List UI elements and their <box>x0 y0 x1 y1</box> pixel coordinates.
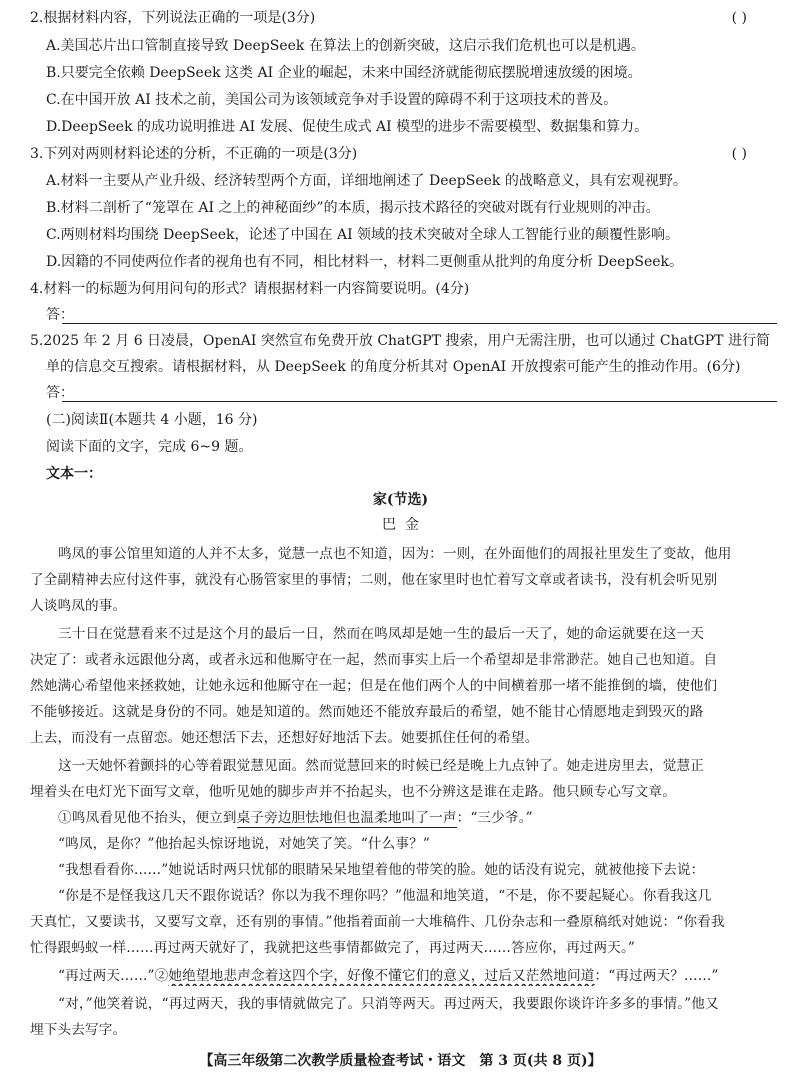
marked-pre: “再过两天……”② <box>58 968 169 984</box>
article-line: 天真忙，又要读书，又要写文章，还有别的事情。”他指着面前一大堆稿件、几份杂志和一叠原稿纸对她说：“你看我 <box>30 914 725 930</box>
q5-answer-line[interactable] <box>62 401 777 402</box>
q4-stem: 4.材料一的标题为何用问句的形式？请根据材料一内容简要说明。(4分) <box>30 281 470 297</box>
article-line: 忙得跟蚂蚁一样……再过两天就好了，我就把这些事情都做完了，再过两天……答应你，再过两天。” <box>30 940 636 956</box>
section-heading: (二)阅读Ⅱ(本题共 4 小题，16 分) <box>46 412 258 428</box>
article-line: 了全副精神去应付这件事，就没有心肠管家里的事情；二则，他在家里时也忙着写文章或者读书，没有机会听见别 <box>30 572 718 588</box>
q5-stem-line-1: 5.2025 年 2 月 6 日凌晨，OpenAI 突然宣布免费开放 ChatGPT 搜索，用户无需注册，也可以通过 ChatGPT 进行简 <box>30 333 770 349</box>
article-title: 家(节选) <box>372 492 429 508</box>
article-line: 决定了：或者永远跟他分离，或者永远和他厮守在一起，然而事实上后一个希望却是非常渺茫。她自己也知道。自 <box>30 652 718 668</box>
article-line: 鸣凤的事公馆里知道的人并不太多，觉慧一点也不知道，因为：一则，在外面他们的周报社里发生了变故，他用 <box>58 546 732 562</box>
marked-post: ：“再过两天？……” <box>594 968 719 984</box>
q3-option-a: A.材料一主要从产业升级、经济转型两个方面，详细地阐述了 DeepSeek 的战略意义，具有宏观视野。 <box>46 173 687 189</box>
q5-stem-line-2: 单的信息交互搜索。请根据材料，从 DeepSeek 的角度分析其对 OpenAI 开放搜索可能产生的推动作用。(6分) <box>46 359 741 375</box>
article-line: 上去，而没有一点留恋。她还想活下去，还想好好地活下去。她要抓住任何的希望。 <box>30 730 539 746</box>
marked-post: ：“三少爷。” <box>456 810 533 826</box>
underlined-sentence-2: 她绝望地悲声念着这四个字，好像不懂它们的意义，过后又茫然地问道 <box>168 968 595 984</box>
article-line: 这一天她怀着颤抖的心等着跟觉慧见面。然而觉慧回来的时候已经是晚上九点钟了。她走进房里去，觉慧正 <box>58 758 704 774</box>
article-line: 埋下头去写字。 <box>30 1022 127 1038</box>
page-footer: 【高三年级第二次教学质量检查考试・语文 第 3 页(共 8 页)】 <box>199 1053 602 1069</box>
article-line: 人谈鸣凤的事。 <box>30 598 127 614</box>
underlined-sentence-1: 桌子旁边胆怯地但也温柔地叫了一声 <box>236 810 457 826</box>
article-line: 埋着头在电灯光下面写文章，他听见她的脚步声并不抬起头，也不分辨这是谁在走路。他只顾专心写文章。 <box>30 784 676 800</box>
article-line: 三十日在觉慧看来不过是这个月的最后一日，然而在鸣凤却是她一生的最后一天了，她的命运就要在这一天 <box>58 626 704 642</box>
marked-pre: ①鸣凤看见他不抬头，便立到 <box>58 810 237 826</box>
article-line: 然她满心希望他来拯救她，让她永远和他厮守在一起；但是在他们两个人的中间横着那一堵不能推倒的墙，使他们 <box>30 678 718 694</box>
q2-option-a: A.美国芯片出口管制直接导致 DeepSeek 在算法上的创新突破，这启示我们危机也可以是机遇。 <box>46 38 645 54</box>
section-instruction: 阅读下面的文字，完成 6~9 题。 <box>46 439 253 455</box>
article-author: 巴 金 <box>382 517 419 533</box>
q4-answer-line[interactable] <box>62 323 777 324</box>
article-line: “鸣凤，是你？”他抬起头惊讶地说，对她笑了笑。“什么事？” <box>58 836 430 852</box>
q3-answer-paren: ( ) <box>731 146 747 162</box>
q4-answer-label: 答： <box>46 307 74 323</box>
q2-stem: 2.根据材料内容，下列说法正确的一项是(3分) <box>30 10 316 26</box>
article-line: “我想看看你……”她说话时两只忧郁的眼睛呆呆地望着他的带笑的脸。她的话没有说完，就被他接下去说： <box>58 862 705 878</box>
q3-option-d: D.因籍的不同使两位作者的视角也有不同，相比材料一，材料二更侧重从批判的角度分析 DeepSeek。 <box>46 254 684 270</box>
q3-option-c: C.两则材料均围绕 DeepSeek，论述了中国在 AI 领域的技术突破对全球人工智能行业的颠覆性影响。 <box>46 227 680 243</box>
article-line-marked-1 <box>58 808 777 828</box>
q2-option-c: C.在中国开放 AI 技术之前，美国公司为该领域竞争对手设置的障碍不利于这项技术的普及。 <box>46 92 618 108</box>
q3-stem-line <box>30 144 777 164</box>
q2-answer-paren: ( ) <box>731 10 747 26</box>
article-line-marked-2 <box>58 966 777 986</box>
q2-option-d: D.DeepSeek 的成功说明推进 AI 发展、促使生成式 AI 模型的进步不需要模型、数据集和算力。 <box>46 119 649 135</box>
q2-option-b: B.只要完全依赖 DeepSeek 这类 AI 企业的崛起，未来中国经济就能彻底摆脱增速放缓的困境。 <box>46 65 642 81</box>
article-line: “对，”他笑着说，“再过两天，我的事情就做完了。只消等两天。再过两天，我要跟你谈许许多多的事情。”他又 <box>58 996 719 1012</box>
q5-answer-label: 答： <box>46 385 74 401</box>
article-line: 不能够接近。这就是身份的不同。她是知道的。然而她还不能放弃最后的希望，她不能甘心情愿地走到毁灭的路 <box>30 704 704 720</box>
q3-stem: 3.下列对两则材料论述的分析，不正确的一项是(3分) <box>30 146 358 162</box>
text-label: 文本一： <box>46 466 102 482</box>
article-line: “你是不是怪我这几天不跟你说话？你以为我不理你吗？”他温和地笑道，“不是，你不要起疑心。你看我这几 <box>58 888 712 904</box>
q2-stem-line <box>30 8 777 28</box>
q3-option-b: B.材料二剖析了“笼罩在 AI 之上的神秘面纱”的本质，揭示技术路径的突破对既有行业规则的冲击。 <box>46 200 660 216</box>
